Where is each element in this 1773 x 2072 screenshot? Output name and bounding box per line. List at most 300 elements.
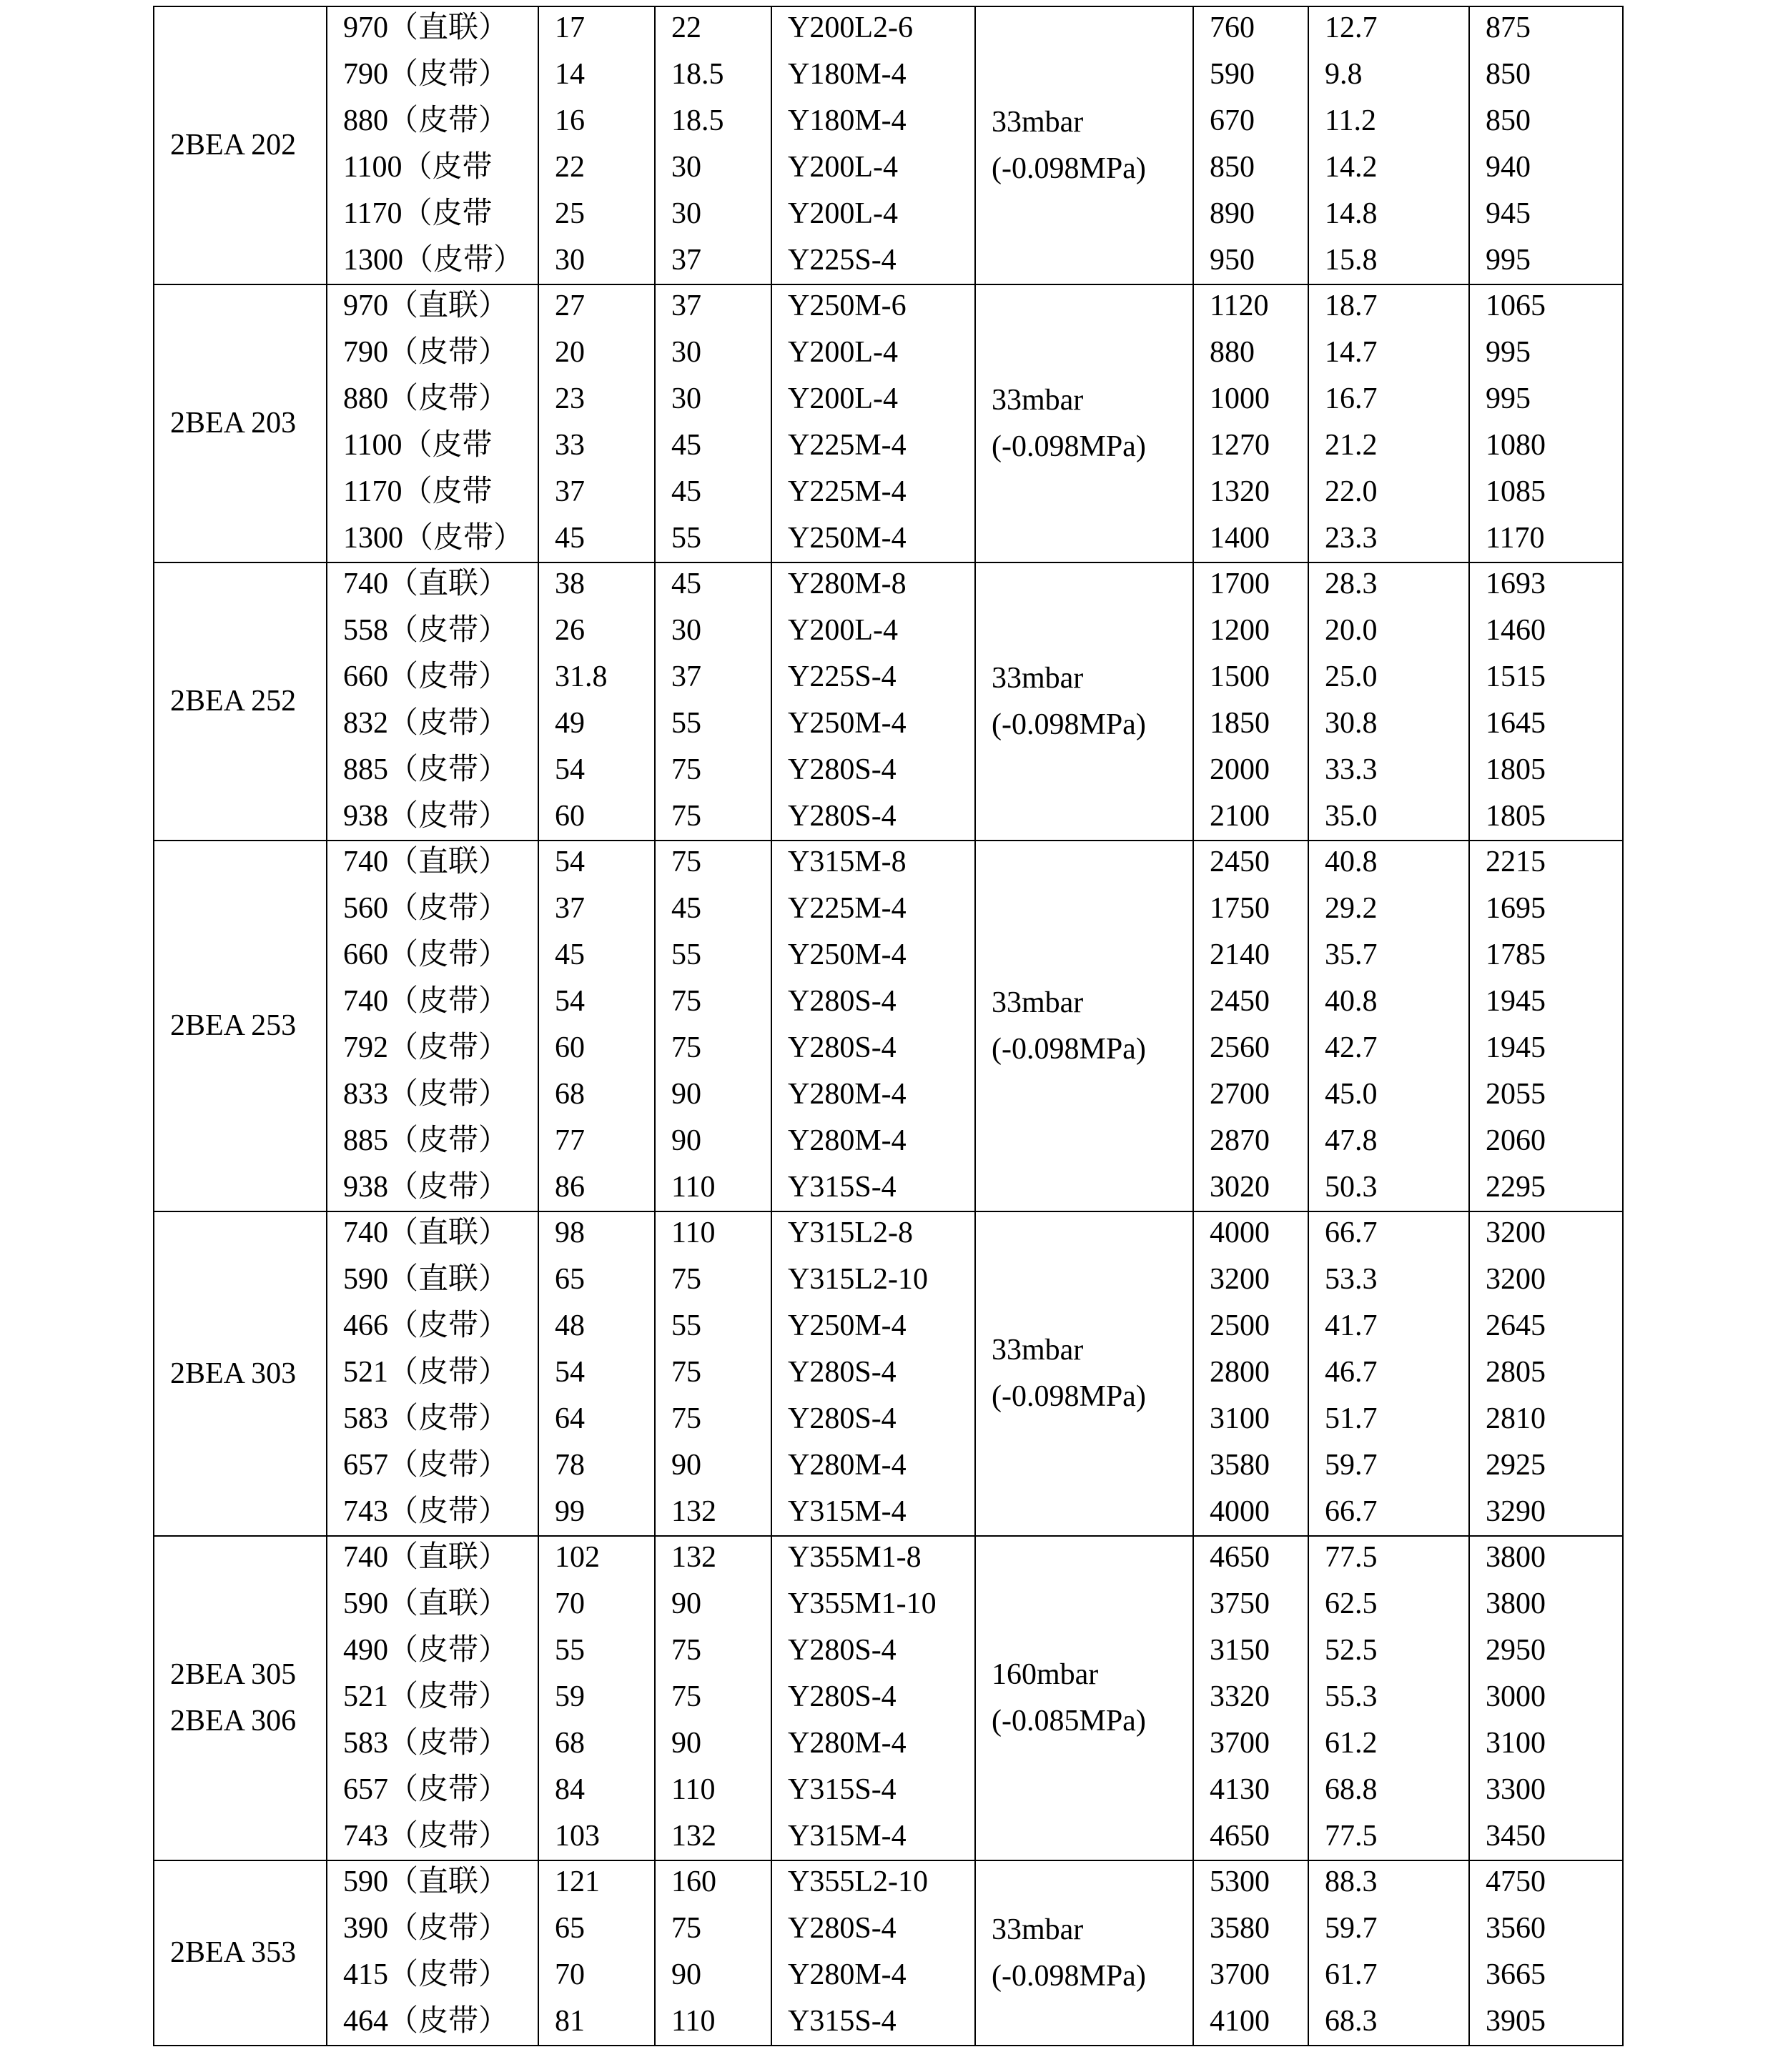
shaft-power-value: 84 xyxy=(555,1773,585,1806)
vacuum-condition-line: 33mbar xyxy=(992,1913,1084,1946)
air-capacity-m3h-value: 2700 xyxy=(1210,1078,1270,1111)
weight-value: 850 xyxy=(1486,104,1531,137)
shaft-power-value: 54 xyxy=(555,846,585,878)
shaft-power-value: 68 xyxy=(555,1727,585,1760)
air-capacity-m3min-cell xyxy=(1308,1860,1469,2046)
motor-power-value: 45 xyxy=(671,475,701,508)
weight-value: 1170 xyxy=(1486,522,1545,555)
motor-power-cell xyxy=(655,1860,771,2046)
model-cell xyxy=(154,562,327,841)
speed-value: 590（直联） xyxy=(343,1865,509,1898)
air-capacity-m3min-value: 14.2 xyxy=(1325,151,1378,184)
air-capacity-m3min-value: 61.2 xyxy=(1325,1727,1378,1760)
motor-power-value: 55 xyxy=(671,707,701,740)
air-capacity-m3h-value: 950 xyxy=(1210,244,1255,277)
weight-cell xyxy=(1469,6,1623,284)
air-capacity-m3min-value: 68.3 xyxy=(1325,2005,1378,2038)
model-cell xyxy=(154,284,327,562)
shaft-power-value: 59 xyxy=(555,1680,585,1713)
weight-value: 1805 xyxy=(1486,753,1546,786)
shaft-power-value: 55 xyxy=(555,1634,585,1667)
shaft-power-cell xyxy=(538,6,655,284)
air-capacity-m3min-value: 29.2 xyxy=(1325,892,1378,925)
air-capacity-m3h-value: 5300 xyxy=(1210,1865,1270,1898)
motor-model-value: Y280S-4 xyxy=(788,753,897,786)
air-capacity-m3min-value: 66.7 xyxy=(1325,1495,1378,1528)
shaft-power-value: 64 xyxy=(555,1402,585,1435)
motor-model-value: Y225M-4 xyxy=(788,475,907,508)
weight-value: 1085 xyxy=(1486,475,1546,508)
motor-model-cell xyxy=(771,1536,975,1860)
shaft-power-value: 70 xyxy=(555,1958,585,1991)
motor-model-value: Y280M-4 xyxy=(788,1078,907,1111)
speed-value: 464（皮带） xyxy=(343,2005,509,2038)
motor-model-value: Y280S-4 xyxy=(788,1402,897,1435)
air-capacity-m3h-value: 2450 xyxy=(1210,846,1270,878)
air-capacity-m3h-value: 4100 xyxy=(1210,2005,1270,2038)
weight-value: 1515 xyxy=(1486,660,1546,693)
shaft-power-value: 25 xyxy=(555,197,585,230)
motor-power-value: 75 xyxy=(671,1031,701,1064)
motor-model-value: Y250M-4 xyxy=(788,1309,907,1342)
weight-value: 995 xyxy=(1486,382,1531,415)
motor-power-value: 90 xyxy=(671,1078,701,1111)
motor-model-value: Y180M-4 xyxy=(788,58,907,91)
model-cell xyxy=(154,841,327,1211)
shaft-power-value: 48 xyxy=(555,1309,585,1342)
model-cell xyxy=(154,1536,327,1860)
weight-value: 3100 xyxy=(1486,1727,1546,1760)
speed-value: 885（皮带） xyxy=(343,1124,509,1157)
air-capacity-m3h-value: 2560 xyxy=(1210,1031,1270,1064)
air-capacity-m3h-value: 670 xyxy=(1210,104,1255,137)
shaft-power-value: 37 xyxy=(555,475,585,508)
air-capacity-m3min-value: 14.7 xyxy=(1325,336,1378,369)
vacuum-condition-line: (-0.098MPa) xyxy=(992,1032,1146,1066)
weight-cell xyxy=(1469,284,1623,562)
vacuum-condition-line: 160mbar xyxy=(992,1658,1099,1691)
speed-value: 1100（皮带 xyxy=(343,429,493,462)
air-capacity-m3h-value: 4650 xyxy=(1210,1541,1270,1574)
air-capacity-m3min-value: 20.0 xyxy=(1325,614,1378,647)
air-capacity-m3min-value: 40.8 xyxy=(1325,846,1378,878)
vacuum-condition-line: 33mbar xyxy=(992,383,1084,417)
air-capacity-m3h-value: 4650 xyxy=(1210,1820,1270,1853)
air-capacity-m3min-value: 66.7 xyxy=(1325,1216,1378,1249)
motor-power-value: 132 xyxy=(671,1495,716,1528)
air-capacity-m3min-value: 53.3 xyxy=(1325,1263,1378,1296)
motor-model-cell xyxy=(771,562,975,841)
speed-value: 743（皮带） xyxy=(343,1820,509,1853)
vacuum-condition-line: (-0.098MPa) xyxy=(992,430,1146,463)
motor-model-value: Y225M-4 xyxy=(788,892,907,925)
motor-power-value: 90 xyxy=(671,1449,701,1482)
shaft-power-value: 27 xyxy=(555,289,585,322)
shaft-power-value: 99 xyxy=(555,1495,585,1528)
motor-model-value: Y200L-4 xyxy=(788,151,898,184)
motor-power-value: 45 xyxy=(671,429,701,462)
air-capacity-m3h-value: 1850 xyxy=(1210,707,1270,740)
motor-power-value: 75 xyxy=(671,753,701,786)
motor-power-value: 45 xyxy=(671,892,701,925)
model-name: 2BEA 252 xyxy=(170,685,297,718)
motor-power-value: 55 xyxy=(671,938,701,971)
speed-value: 390（皮带） xyxy=(343,1912,509,1945)
speed-value: 740（直联） xyxy=(343,567,509,600)
motor-power-value: 75 xyxy=(671,1680,701,1713)
shaft-power-cell xyxy=(538,1860,655,2046)
vacuum-condition-cell xyxy=(975,1536,1193,1860)
weight-value: 4750 xyxy=(1486,1865,1546,1898)
weight-cell xyxy=(1469,841,1623,1211)
speed-value: 558（皮带） xyxy=(343,614,509,647)
motor-power-value: 132 xyxy=(671,1541,716,1574)
shaft-power-value: 60 xyxy=(555,1031,585,1064)
shaft-power-value: 121 xyxy=(555,1865,600,1898)
shaft-power-value: 20 xyxy=(555,336,585,369)
air-capacity-m3h-cell xyxy=(1193,562,1308,841)
motor-power-value: 30 xyxy=(671,197,701,230)
motor-power-value: 22 xyxy=(671,11,701,44)
air-capacity-m3min-value: 45.0 xyxy=(1325,1078,1378,1111)
model-name: 2BEA 202 xyxy=(170,129,297,162)
air-capacity-m3min-value: 46.7 xyxy=(1325,1356,1378,1389)
motor-model-value: Y280M-4 xyxy=(788,1449,907,1482)
vacuum-condition-cell xyxy=(975,841,1193,1211)
air-capacity-m3h-cell xyxy=(1193,6,1308,284)
speed-value: 560（皮带） xyxy=(343,892,509,925)
shaft-power-value: 31.8 xyxy=(555,660,608,693)
weight-value: 2925 xyxy=(1486,1449,1546,1482)
air-capacity-m3h-cell xyxy=(1193,841,1308,1211)
speed-value: 657（皮带） xyxy=(343,1773,509,1806)
air-capacity-m3min-value: 47.8 xyxy=(1325,1124,1378,1157)
air-capacity-m3min-value: 23.3 xyxy=(1325,522,1378,555)
model-cell xyxy=(154,1860,327,2046)
air-capacity-m3min-value: 52.5 xyxy=(1325,1634,1378,1667)
air-capacity-m3h-value: 2870 xyxy=(1210,1124,1270,1157)
air-capacity-m3min-value: 11.2 xyxy=(1325,104,1376,137)
speed-value: 521（皮带） xyxy=(343,1356,509,1389)
vacuum-condition-line: 33mbar xyxy=(992,661,1084,695)
shaft-power-value: 70 xyxy=(555,1587,585,1620)
weight-value: 3450 xyxy=(1486,1820,1546,1853)
shaft-power-value: 26 xyxy=(555,614,585,647)
shaft-power-cell xyxy=(538,284,655,562)
speed-value: 790（皮带） xyxy=(343,336,509,369)
weight-cell xyxy=(1469,1860,1623,2046)
weight-value: 995 xyxy=(1486,336,1531,369)
weight-value: 3800 xyxy=(1486,1587,1546,1620)
model-name: 2BEA 303 xyxy=(170,1357,297,1390)
motor-power-value: 75 xyxy=(671,985,701,1018)
weight-value: 945 xyxy=(1486,197,1531,230)
shaft-power-value: 68 xyxy=(555,1078,585,1111)
motor-power-cell xyxy=(655,284,771,562)
air-capacity-m3h-value: 3100 xyxy=(1210,1402,1270,1435)
speed-value: 832（皮带） xyxy=(343,707,509,740)
air-capacity-m3h-value: 3200 xyxy=(1210,1263,1270,1296)
motor-power-value: 75 xyxy=(671,800,701,833)
air-capacity-m3h-cell xyxy=(1193,1860,1308,2046)
speed-value: 880（皮带） xyxy=(343,104,509,137)
shaft-power-value: 45 xyxy=(555,938,585,971)
weight-value: 1693 xyxy=(1486,567,1546,600)
motor-power-value: 37 xyxy=(671,660,701,693)
motor-model-cell xyxy=(771,1860,975,2046)
air-capacity-m3min-value: 15.8 xyxy=(1325,244,1378,277)
motor-model-value: Y280S-4 xyxy=(788,1680,897,1713)
motor-model-value: Y225M-4 xyxy=(788,429,907,462)
air-capacity-m3min-cell xyxy=(1308,1536,1469,1860)
air-capacity-m3h-value: 1000 xyxy=(1210,382,1270,415)
motor-model-value: Y315M-8 xyxy=(788,846,907,878)
motor-model-value: Y225S-4 xyxy=(788,660,897,693)
motor-power-value: 55 xyxy=(671,1309,701,1342)
shaft-power-cell xyxy=(538,1211,655,1536)
motor-model-value: Y250M-4 xyxy=(788,707,907,740)
air-capacity-m3min-value: 51.7 xyxy=(1325,1402,1378,1435)
speed-value: 1300（皮带） xyxy=(343,522,524,555)
motor-model-value: Y315S-4 xyxy=(788,1773,897,1806)
motor-model-value: Y315M-4 xyxy=(788,1820,907,1853)
weight-value: 2215 xyxy=(1486,846,1546,878)
air-capacity-m3min-value: 30.8 xyxy=(1325,707,1378,740)
motor-model-value: Y200L-4 xyxy=(788,614,898,647)
vacuum-condition-cell xyxy=(975,562,1193,841)
air-capacity-m3min-value: 59.7 xyxy=(1325,1912,1378,1945)
air-capacity-m3min-value: 68.8 xyxy=(1325,1773,1378,1806)
motor-power-value: 75 xyxy=(671,1912,701,1945)
air-capacity-m3h-value: 3750 xyxy=(1210,1587,1270,1620)
motor-model-value: Y250M-6 xyxy=(788,289,907,322)
speed-value: 792（皮带） xyxy=(343,1031,509,1064)
air-capacity-m3h-value: 2500 xyxy=(1210,1309,1270,1342)
air-capacity-m3h-value: 1400 xyxy=(1210,522,1270,555)
weight-value: 2295 xyxy=(1486,1171,1546,1204)
speed-value: 490（皮带） xyxy=(343,1634,509,1667)
air-capacity-m3h-value: 2000 xyxy=(1210,753,1270,786)
air-capacity-m3min-cell xyxy=(1308,841,1469,1211)
motor-power-value: 90 xyxy=(671,1587,701,1620)
weight-value: 2810 xyxy=(1486,1402,1546,1435)
air-capacity-m3h-value: 4000 xyxy=(1210,1216,1270,1249)
motor-power-cell xyxy=(655,1211,771,1536)
motor-power-value: 75 xyxy=(671,846,701,878)
air-capacity-m3h-value: 2140 xyxy=(1210,938,1270,971)
motor-model-value: Y200L2-6 xyxy=(788,11,913,44)
air-capacity-m3h-value: 1750 xyxy=(1210,892,1270,925)
vacuum-condition-line: 33mbar xyxy=(992,1334,1084,1367)
air-capacity-m3h-value: 1200 xyxy=(1210,614,1270,647)
shaft-power-value: 98 xyxy=(555,1216,585,1249)
table-row xyxy=(154,1211,1623,1536)
weight-value: 3300 xyxy=(1486,1773,1546,1806)
air-capacity-m3min-cell xyxy=(1308,6,1469,284)
model-name: 2BEA 305 xyxy=(170,1658,297,1691)
air-capacity-m3h-cell xyxy=(1193,1211,1308,1536)
speed-value: 590（直联） xyxy=(343,1263,509,1296)
motor-power-cell xyxy=(655,6,771,284)
weight-value: 1695 xyxy=(1486,892,1546,925)
air-capacity-m3h-value: 4130 xyxy=(1210,1773,1270,1806)
air-capacity-m3min-value: 33.3 xyxy=(1325,753,1378,786)
shaft-power-value: 103 xyxy=(555,1820,600,1853)
weight-value: 1645 xyxy=(1486,707,1546,740)
shaft-power-value: 49 xyxy=(555,707,585,740)
air-capacity-m3h-value: 3020 xyxy=(1210,1171,1270,1204)
table-row xyxy=(154,1860,1623,2046)
motor-model-value: Y315L2-8 xyxy=(788,1216,913,1249)
air-capacity-m3h-value: 3580 xyxy=(1210,1912,1270,1945)
motor-model-value: Y355M1-8 xyxy=(788,1541,922,1574)
weight-value: 1065 xyxy=(1486,289,1546,322)
air-capacity-m3h-value: 3700 xyxy=(1210,1727,1270,1760)
weight-value: 875 xyxy=(1486,11,1531,44)
weight-value: 2055 xyxy=(1486,1078,1546,1111)
vacuum-condition-line: (-0.098MPa) xyxy=(992,1380,1146,1413)
air-capacity-m3h-value: 760 xyxy=(1210,11,1255,44)
weight-cell xyxy=(1469,562,1623,841)
speed-value: 740（直联） xyxy=(343,1216,509,1249)
weight-value: 2805 xyxy=(1486,1356,1546,1389)
weight-value: 3665 xyxy=(1486,1958,1546,1991)
air-capacity-m3min-value: 22.0 xyxy=(1325,475,1378,508)
shaft-power-value: 22 xyxy=(555,151,585,184)
motor-power-value: 110 xyxy=(671,2005,716,2038)
motor-power-cell xyxy=(655,562,771,841)
speed-cell xyxy=(327,1860,538,2046)
model-cell xyxy=(154,6,327,284)
motor-model-value: Y200L-4 xyxy=(788,382,898,415)
shaft-power-value: 81 xyxy=(555,2005,585,2038)
speed-value: 938（皮带） xyxy=(343,800,509,833)
air-capacity-m3min-value: 41.7 xyxy=(1325,1309,1378,1342)
speed-value: 660（皮带） xyxy=(343,938,509,971)
air-capacity-m3min-cell xyxy=(1308,1211,1469,1536)
motor-power-value: 55 xyxy=(671,522,701,555)
shaft-power-value: 37 xyxy=(555,892,585,925)
shaft-power-value: 78 xyxy=(555,1449,585,1482)
air-capacity-m3min-value: 14.8 xyxy=(1325,197,1378,230)
shaft-power-value: 54 xyxy=(555,753,585,786)
motor-power-value: 18.5 xyxy=(671,104,724,137)
speed-value: 938（皮带） xyxy=(343,1171,509,1204)
air-capacity-m3h-value: 1700 xyxy=(1210,567,1270,600)
weight-value: 850 xyxy=(1486,58,1531,91)
motor-power-value: 30 xyxy=(671,336,701,369)
motor-model-value: Y315S-4 xyxy=(788,2005,897,2038)
shaft-power-value: 38 xyxy=(555,567,585,600)
weight-value: 3905 xyxy=(1486,2005,1546,2038)
motor-power-value: 75 xyxy=(671,1634,701,1667)
weight-value: 3200 xyxy=(1486,1216,1546,1249)
motor-power-value: 37 xyxy=(671,289,701,322)
air-capacity-m3min-value: 40.8 xyxy=(1325,985,1378,1018)
motor-power-value: 75 xyxy=(671,1263,701,1296)
motor-power-value: 110 xyxy=(671,1216,716,1249)
motor-model-value: Y280S-4 xyxy=(788,800,897,833)
air-capacity-m3min-value: 88.3 xyxy=(1325,1865,1378,1898)
weight-value: 2950 xyxy=(1486,1634,1546,1667)
vacuum-condition-line: (-0.098MPa) xyxy=(992,152,1146,185)
air-capacity-m3min-value: 35.7 xyxy=(1325,938,1378,971)
motor-power-value: 90 xyxy=(671,1958,701,1991)
speed-value: 583（皮带） xyxy=(343,1727,509,1760)
vacuum-condition-cell xyxy=(975,1860,1193,2046)
table-body xyxy=(154,6,1623,2046)
air-capacity-m3min-value: 25.0 xyxy=(1325,660,1378,693)
weight-cell xyxy=(1469,1536,1623,1860)
motor-model-value: Y280S-4 xyxy=(788,1634,897,1667)
motor-model-cell xyxy=(771,1211,975,1536)
speed-value: 466（皮带） xyxy=(343,1309,509,1342)
motor-model-value: Y180M-4 xyxy=(788,104,907,137)
speed-value: 1170（皮带 xyxy=(343,197,493,230)
pump-spec-table xyxy=(153,6,1624,2046)
shaft-power-cell xyxy=(538,841,655,1211)
table-row xyxy=(154,841,1623,1211)
motor-model-cell xyxy=(771,841,975,1211)
motor-model-value: Y280S-4 xyxy=(788,1356,897,1389)
air-capacity-m3h-value: 3150 xyxy=(1210,1634,1270,1667)
speed-cell xyxy=(327,841,538,1211)
air-capacity-m3min-value: 18.7 xyxy=(1325,289,1378,322)
weight-value: 2645 xyxy=(1486,1309,1546,1342)
motor-model-value: Y280S-4 xyxy=(788,1031,897,1064)
speed-value: 583（皮带） xyxy=(343,1402,509,1435)
speed-value: 740（直联） xyxy=(343,846,509,878)
weight-value: 940 xyxy=(1486,151,1531,184)
model-name: 2BEA 306 xyxy=(170,1705,297,1738)
air-capacity-m3min-value: 35.0 xyxy=(1325,800,1378,833)
air-capacity-m3h-value: 890 xyxy=(1210,197,1255,230)
air-capacity-m3h-value: 1500 xyxy=(1210,660,1270,693)
shaft-power-value: 102 xyxy=(555,1541,600,1574)
weight-value: 3800 xyxy=(1486,1541,1546,1574)
motor-power-value: 75 xyxy=(671,1356,701,1389)
motor-model-value: Y280M-8 xyxy=(788,567,907,600)
air-capacity-m3h-value: 590 xyxy=(1210,58,1255,91)
weight-cell xyxy=(1469,1211,1623,1536)
air-capacity-m3min-value: 77.5 xyxy=(1325,1820,1378,1853)
speed-value: 415（皮带） xyxy=(343,1958,509,1991)
motor-model-value: Y250M-4 xyxy=(788,522,907,555)
air-capacity-m3min-cell xyxy=(1308,562,1469,841)
shaft-power-value: 16 xyxy=(555,104,585,137)
speed-value: 743（皮带） xyxy=(343,1495,509,1528)
weight-value: 3290 xyxy=(1486,1495,1546,1528)
air-capacity-m3min-value: 28.3 xyxy=(1325,567,1378,600)
air-capacity-m3h-cell xyxy=(1193,1536,1308,1860)
air-capacity-m3h-value: 880 xyxy=(1210,336,1255,369)
weight-value: 2060 xyxy=(1486,1124,1546,1157)
air-capacity-m3min-value: 12.7 xyxy=(1325,11,1378,44)
motor-model-value: Y280S-4 xyxy=(788,985,897,1018)
shaft-power-value: 14 xyxy=(555,58,585,91)
weight-value: 1785 xyxy=(1486,938,1546,971)
motor-model-value: Y200L-4 xyxy=(788,336,898,369)
shaft-power-value: 77 xyxy=(555,1124,585,1157)
vacuum-condition-line: 33mbar xyxy=(992,986,1084,1019)
speed-value: 970（直联） xyxy=(343,11,509,44)
vacuum-condition-cell xyxy=(975,1211,1193,1536)
air-capacity-m3h-value: 2450 xyxy=(1210,985,1270,1018)
model-name: 2BEA 253 xyxy=(170,1009,297,1042)
air-capacity-m3min-value: 21.2 xyxy=(1325,429,1378,462)
air-capacity-m3min-value: 62.5 xyxy=(1325,1587,1378,1620)
weight-value: 1945 xyxy=(1486,985,1546,1018)
